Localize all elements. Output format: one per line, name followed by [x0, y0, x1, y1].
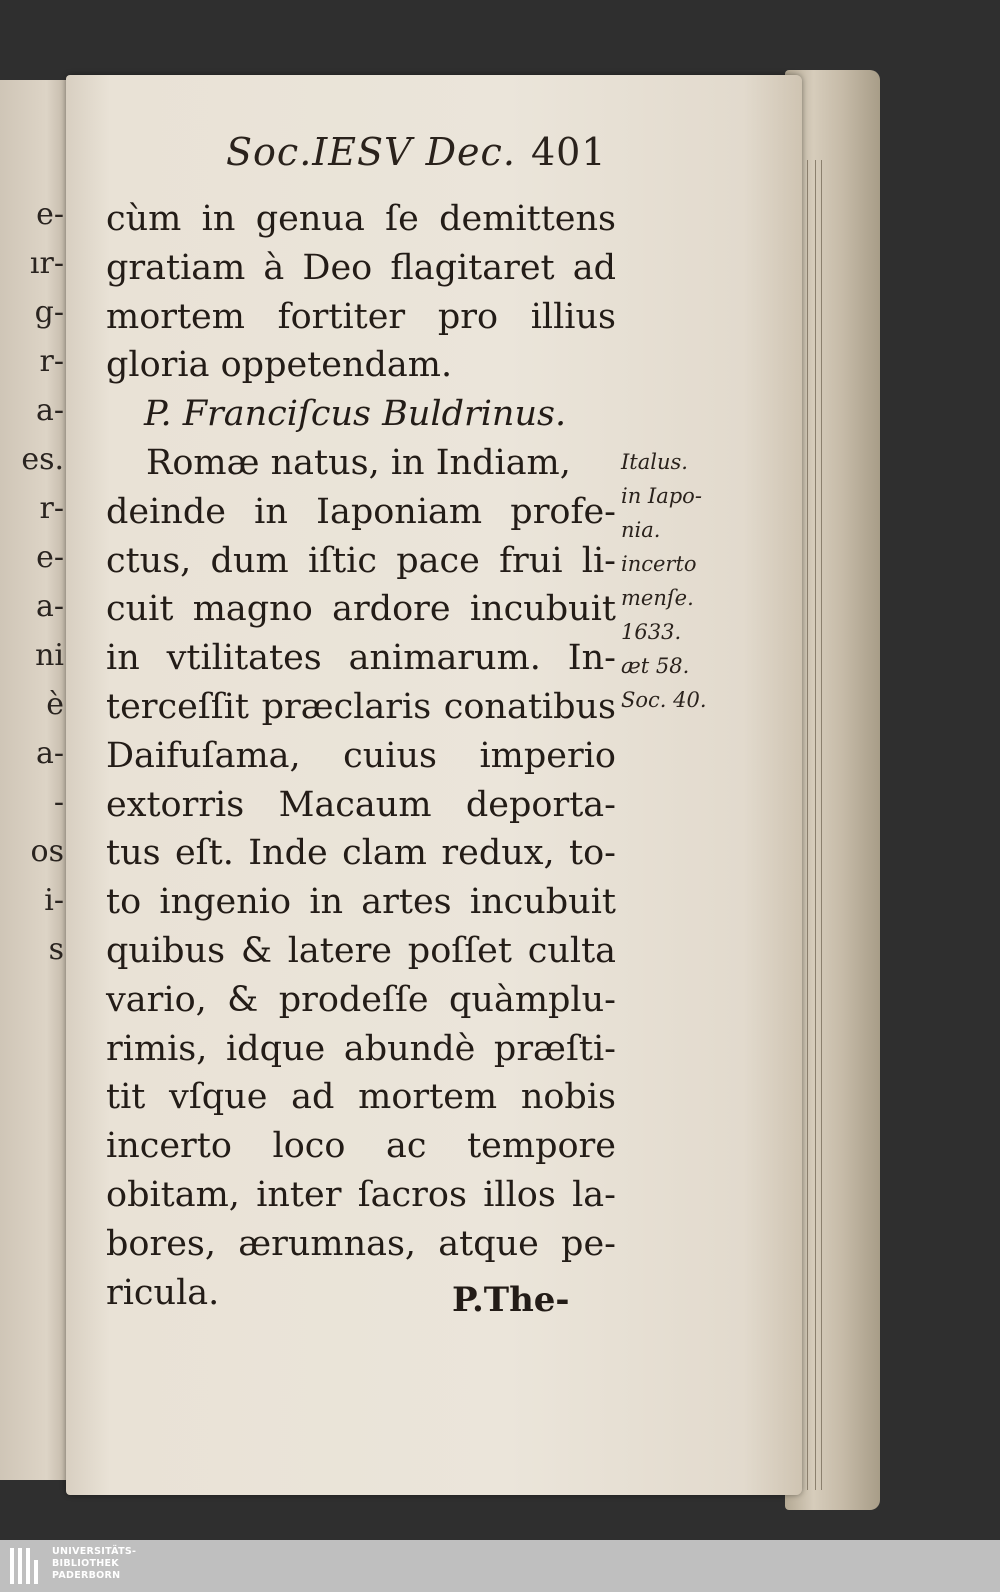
margin-note-line: Italus. [621, 450, 688, 474]
margin-note-line: incerto [621, 552, 697, 576]
logo-line: BIBLIOTHEK [52, 1558, 119, 1569]
text-line: gloria oppetendam. [106, 345, 453, 386]
left-fragment: r- [39, 491, 64, 526]
text-line: cuit magno ardore incubuit [106, 589, 616, 630]
left-fragment: ır- [29, 246, 64, 281]
text-line: tit vſque ad mortem nobis [106, 1077, 616, 1118]
left-page-text [0, 190, 70, 974]
header-title: Soc.IESV Dec. [226, 130, 516, 174]
left-fragment: a- [35, 393, 64, 428]
left-fragment: ni [35, 638, 64, 673]
page-edge-line [815, 160, 816, 1490]
footer-bar [0, 1540, 1000, 1592]
logo-line: PADERBORN [52, 1570, 121, 1581]
text-line: rimis, idque abundè præſti- [106, 1028, 616, 1069]
text-line: ctus, dum iſtic pace frui li- [106, 540, 616, 581]
text-line: Romæ natus, in Indiam, [146, 442, 571, 483]
left-fragment: a- [35, 589, 64, 624]
left-fragment: r- [39, 344, 64, 379]
page-edge-line [807, 160, 808, 1490]
page-edge-line [821, 160, 822, 1490]
margin-note-line: nia. [621, 518, 661, 542]
margin-notes [621, 445, 731, 717]
left-fragment: es. [21, 442, 64, 477]
text-line: obitam, inter ſacros illos la- [106, 1174, 616, 1215]
margin-note-line: Soc. 40. [621, 688, 707, 712]
logo-line: UNIVERSITÄTS- [52, 1546, 137, 1557]
left-fragment: g- [34, 295, 64, 330]
text-line: deinde in Iaponiam profe- [106, 491, 616, 532]
text-line: terceſſit præclaris conatibus [106, 686, 616, 727]
right-page [66, 75, 802, 1495]
catchword: P.The- [452, 1280, 570, 1320]
left-fragment: a- [35, 736, 64, 771]
text-line: tus eſt. Inde clam redux, to- [106, 833, 616, 874]
left-fragment: - [53, 785, 64, 820]
margin-note-line: 1633. [621, 620, 682, 644]
left-fragment: e- [36, 197, 64, 232]
text-line: vario, & prodeſſe quàmplu- [106, 979, 616, 1020]
library-logo-icon [10, 1548, 44, 1584]
margin-note-line: in Iapo- [621, 484, 702, 508]
text-line: bores, ærumnas, atque pe- [106, 1223, 616, 1264]
left-fragment: è [46, 687, 64, 722]
text-line: gratiam à Deo flagitaret ad [106, 247, 616, 288]
left-fragment: s [48, 932, 64, 967]
text-line: extorris Macaum deporta- [106, 784, 616, 825]
text-line: ricula. [106, 1272, 220, 1313]
text-line: incerto loco ac tempore [106, 1126, 616, 1167]
left-fragment: e- [36, 540, 64, 575]
page-number: 401 [531, 130, 607, 174]
text-line: mortem fortiter pro illius [106, 296, 616, 337]
left-fragment: os [30, 834, 64, 869]
library-logo-text [52, 1546, 136, 1582]
text-line: in vtilitates animarum. In- [106, 638, 616, 679]
margin-note-line: menſe. [621, 586, 694, 610]
text-line: quibus & latere poſſet culta [106, 930, 616, 971]
text-line: cùm in genua ſe demittens [106, 199, 616, 239]
text-line: Daifuſama, cuius imperio [106, 735, 616, 776]
text-line: to ingenio in artes incubuit [106, 882, 616, 923]
section-heading: P. Franciſcus Buldrinus. [144, 394, 567, 435]
body-text [106, 195, 616, 1317]
left-fragment: i- [44, 883, 64, 918]
margin-note-line: æt 58. [621, 654, 690, 678]
